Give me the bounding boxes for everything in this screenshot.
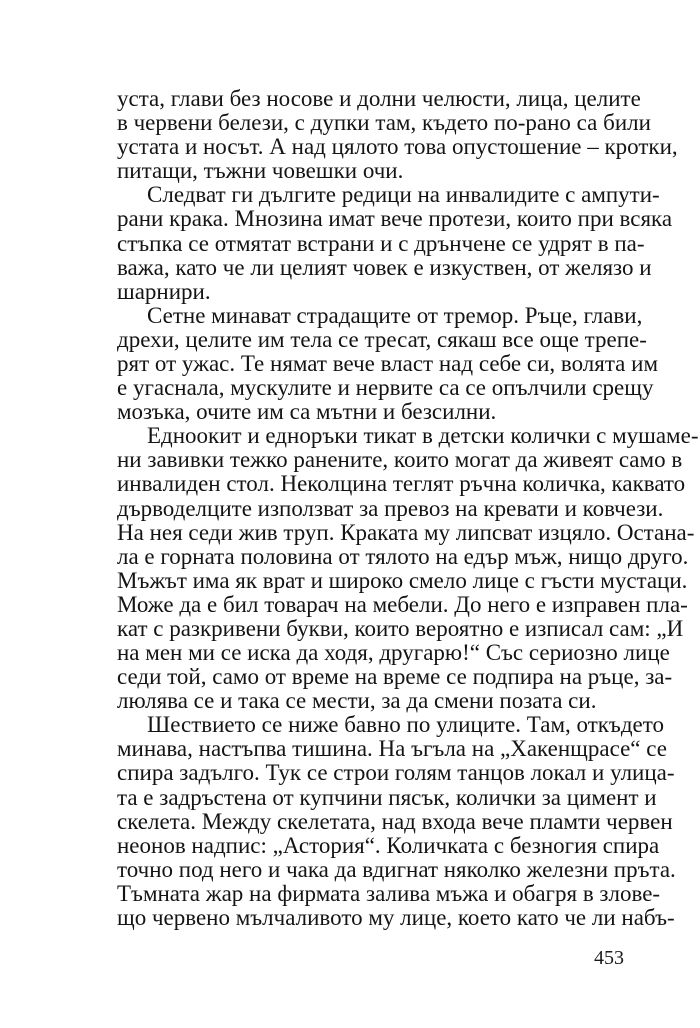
text-line: ни завивки тежко ранените, които могат да живеят само в (117, 447, 683, 473)
text-line: Сетне минават страдащите от тремор. Ръце, глави, (147, 302, 643, 328)
text-line: Мъжът има як врат и широко смело лице с гъсти мустаци. (117, 567, 688, 593)
text-line: на мен ми се иска да ходя, другарю!“ Със сериозно лице (117, 640, 670, 665)
text-line: дърводелците използват за превоз на кревати и ковчези. (117, 495, 664, 521)
text-line: устата и носът. А над цялото това опустошение – кротки, (117, 134, 678, 160)
text-line: седи той, само от време на време се подпира на ръце, за- (117, 664, 673, 690)
page-number: 453 (594, 947, 624, 969)
text-line: мозъка, очите им са мътни и безсилни. (117, 399, 497, 425)
text-line: в червени белези, с дупки там, където по-рано са били (117, 110, 651, 136)
text-line: е угаснала, мускулите и нервите са се опълчили срещу (117, 375, 654, 400)
text-line: точно под него и чака да вдигнат няколко железни пръта. (117, 856, 676, 882)
text-line: дрехи, целите им тела се тресат, сякаш все още трепе- (117, 326, 647, 352)
text-line: ла е горната половина от тялото на едър мъж, нищо друго. (117, 543, 689, 569)
text-line: стъпка се отмятат встрани и с дрънчене се удрят в па- (117, 230, 645, 256)
text-line: скелета. Между скелетата, над входа вече пламти червен (117, 808, 673, 834)
text-line: важа, като че ли целият човек е изкуствен, от желязо и (117, 254, 652, 280)
text-line: Тъмната жар на фирмата залива мъжа и обагря в злове- (117, 880, 661, 906)
text-line: шарнири. (117, 278, 211, 304)
text-line: питащи, тъжни човешки очи. (117, 158, 404, 184)
text-line: Шествието се ниже бавно по улиците. Там, откъдето (147, 712, 664, 738)
text-line: На нея седи жив труп. Краката му липсват изцяло. Остана- (117, 519, 695, 545)
text-line: кат с разкривени букви, които вероятно е изписал сам: „И (117, 615, 684, 641)
text-line: Може да е бил товарач на мебели. До него е изправен пла- (117, 591, 688, 617)
text-line: рани крака. Мнозина имат вече протези, които при всяка (117, 206, 673, 232)
text-line: люлява се и така се мести, за да смени позата си. (117, 688, 597, 714)
text-line: неонов надпис: „Астория“. Количката с безногия спира (117, 832, 660, 858)
text-line: що червено мълчаливото му лице, което като че ли набъ- (117, 904, 675, 930)
text-line: та е задръстена от купчини пясък, колички за цимент и (117, 784, 657, 810)
text-line: минава, настъпва тишина. На ъгъла на „Хакенщрасе“ се (117, 736, 667, 762)
text-line: Едноокит и едноръки тикат в детски колички с мушаме- (147, 423, 699, 449)
text-line: спира задълго. Тук се строи голям танцов локал и улица- (117, 760, 675, 786)
text-line: уста, глави без носове и долни челюсти, лица, целите (117, 86, 641, 111)
text-line: инвалиден стол. Неколцина теглят ръчна количка, каквато (117, 471, 686, 497)
text-line: рят от ужас. Те нямат вече власт над себе си, волята им (117, 350, 659, 376)
text-line: Следват ги дългите редици на инвалидите с ампути- (147, 182, 660, 208)
